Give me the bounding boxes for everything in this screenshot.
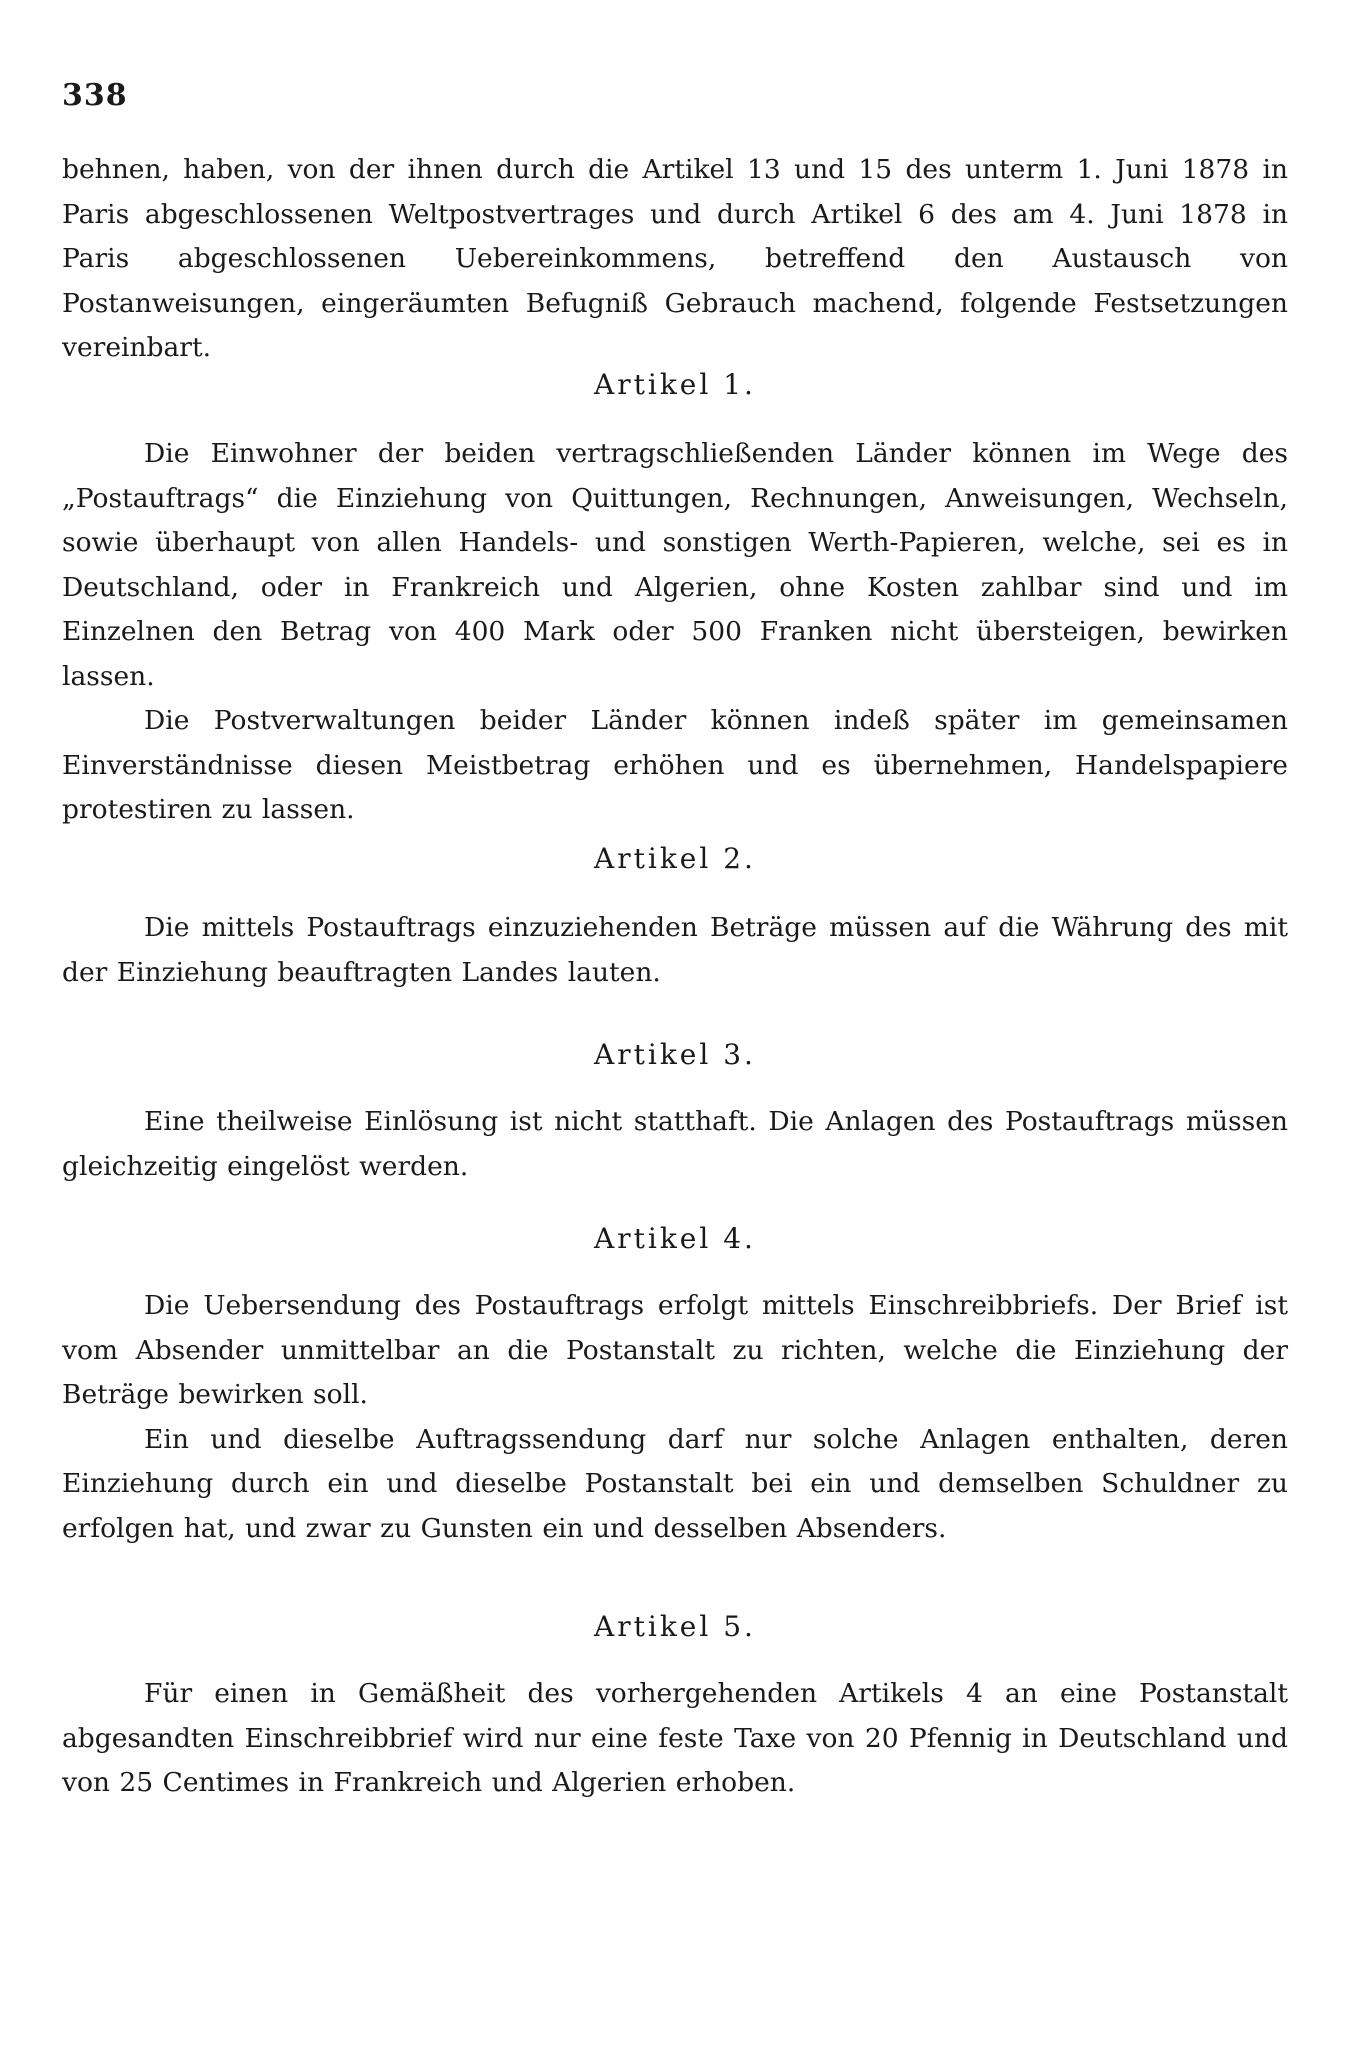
article-2-body: [62, 906, 1288, 995]
article-4-paragraph-1: Die Uebersendung des Postauftrags erfolgt mittels Einschreibbriefs. Der Brief ist vom Absender unmittelbar an die Postanstalt zu richten, welche die Einziehung der Beträge bewirken soll.: [62, 1290, 1288, 1410]
article-1-paragraph-2: Die Postverwaltungen beider Länder können indeß später im gemeinsamen Einverständnisse diesen Meistbetrag erhöhen und es übernehmen, Handelspapiere protestiren zu lassen.: [62, 705, 1288, 825]
article-3-body: [62, 1100, 1288, 1189]
article-4-body: [62, 1284, 1288, 1551]
article-5-body: [62, 1672, 1288, 1806]
article-5-heading: Artikel 5.: [594, 1610, 756, 1643]
article-1-body: [62, 432, 1288, 833]
intro-paragraph: behnen, haben, von der ihnen durch die Artikel 13 und 15 des unterm 1. Juni 1878 in Paris abgeschlossenen Weltpostvertrages und durch Artikel 6 des am 4. Juni 1878 in Paris abgeschlossenen Uebereinkommens, betreffend den Austausch von Postanweisungen, eingeräumten Befugniß Gebrauch machend, folgende Festsetzungen vereinbart.: [62, 154, 1288, 363]
article-2-paragraph-1: Die mittels Postauftrags einzuziehenden Beträge müssen auf die Währung des mit der Einziehung beauftragten Landes lauten.: [62, 912, 1288, 988]
page-number: 338: [62, 78, 128, 113]
article-1-heading: Artikel 1.: [594, 368, 756, 401]
article-2-heading: Artikel 2.: [594, 842, 756, 875]
article-1-paragraph-1: Die Einwohner der beiden vertragschließenden Länder können im Wege des „Postauftrags“ die Einziehung von Quittungen, Rechnungen, Anweisungen, Wechseln, sowie überhaupt von allen Handels- und sonstigen Werth-Papieren, welche, sei es in Deutschland, oder in Frankreich und Algerien, ohne Kosten zahlbar sind und im Einzelnen den Betrag von 400 Mark oder 500 Franken nicht übersteigen, bewirken lassen.: [62, 438, 1288, 692]
article-4-paragraph-2: Ein und dieselbe Auftragssendung darf nur solche Anlagen enthalten, deren Einziehung durch ein und dieselbe Postanstalt bei ein und demselben Schuldner zu erfolgen hat, und zwar zu Gunsten ein und desselben Absenders.: [62, 1423, 1288, 1544]
article-4-heading: Artikel 4.: [594, 1222, 756, 1255]
article-3-paragraph-1: Eine theilweise Einlösung ist nicht statthaft. Die Anlagen des Postauftrags müssen gleichzeitig eingelöst werden.: [62, 1106, 1288, 1182]
article-3-heading: Artikel 3.: [594, 1038, 756, 1071]
intro-block: [62, 148, 1288, 371]
article-5-paragraph-1: Für einen in Gemäßheit des vorhergehenden Artikels 4 an eine Postanstalt abgesandten Einschreibbrief wird nur eine feste Taxe von 20 Pfennig in Deutschland und von 25 Centimes in Frankreich und Algerien erhoben.: [62, 1678, 1288, 1798]
